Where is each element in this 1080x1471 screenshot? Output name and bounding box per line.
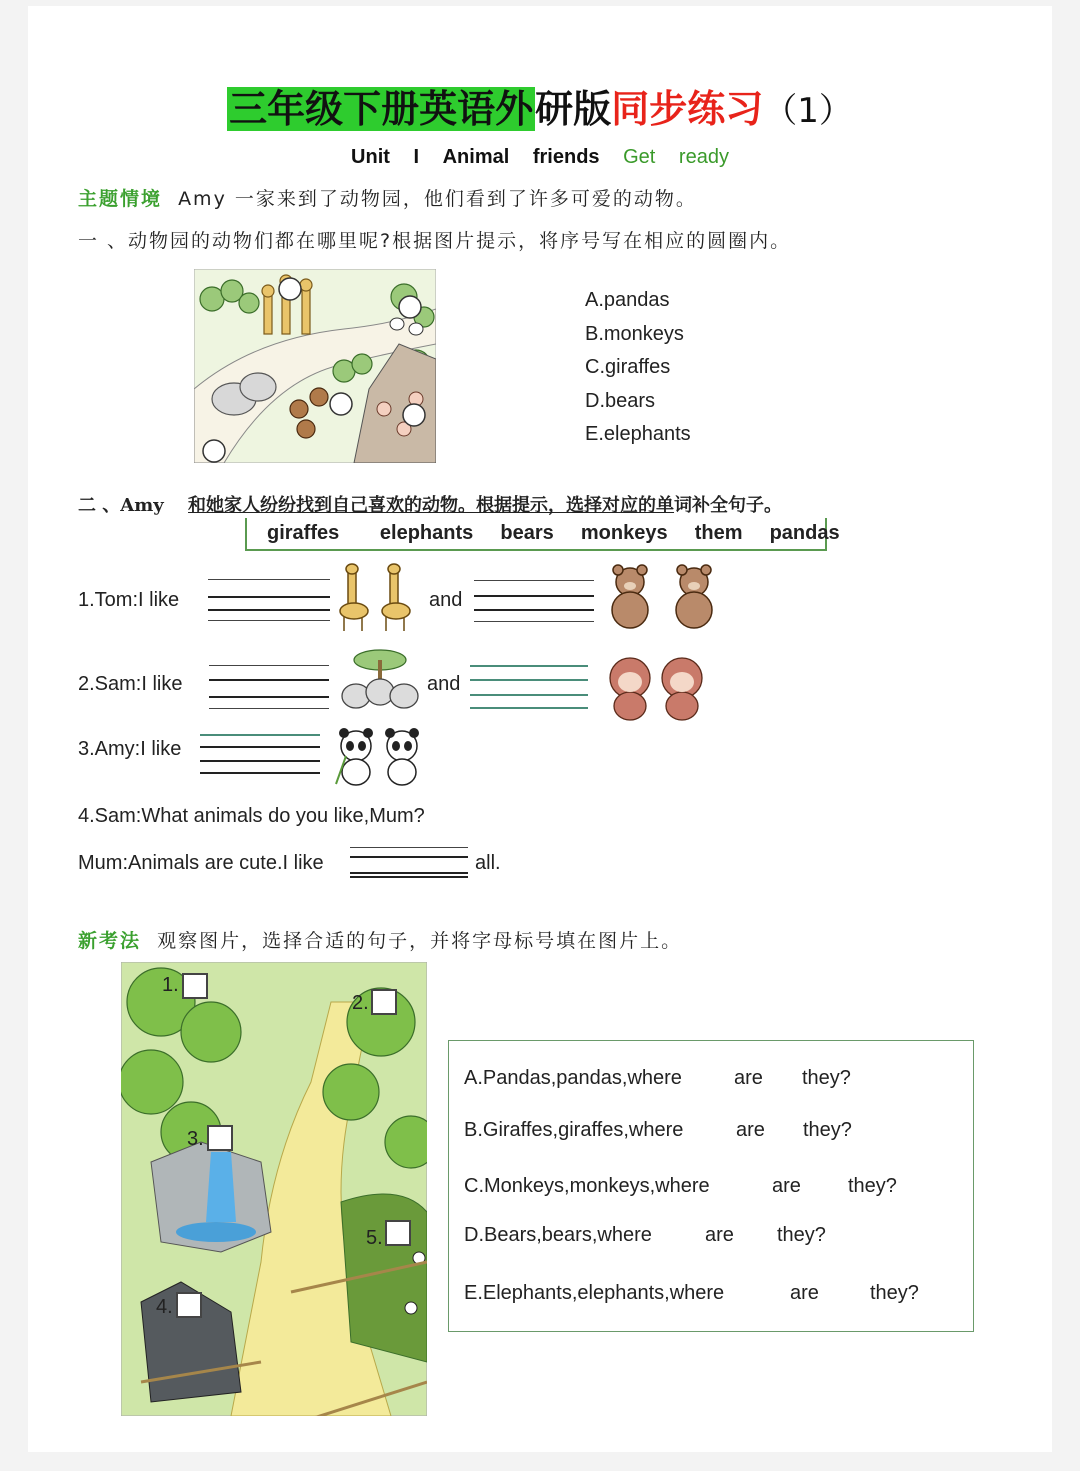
section2-underlined: 和她家人纷纷找到自己喜欢的动物。根据提示，选择对应的单 [188,495,675,516]
sentence-option-a [464,1067,682,1090]
option-b-are: are [736,1119,765,1141]
sentence-option-d [464,1224,652,1247]
option-elephants: E.elephants [585,423,691,445]
zoo-map-illustration [194,269,436,463]
theme-text: Amy 一家来到了动物园，他们看到了许多可爱的动物。 [178,188,697,210]
option-d-they: they? [777,1224,826,1246]
elephants-picture [336,646,424,714]
q2-and: and [427,673,461,695]
word-bank: giraffes elephants bears monkeys them pandas [245,518,827,551]
box-label-3: 3. [187,1128,204,1150]
giraffes-picture [334,561,420,633]
option-d-sentence: D.Bears,bears,where [464,1224,652,1246]
box-label-1: 1. [162,974,179,996]
option-e-sentence: E.Elephants,elephants,where [464,1282,725,1304]
unit-friends: friends [532,146,600,168]
q1-prefix: 1.Tom:I like [78,589,180,611]
box-label-5: 5. [366,1227,383,1249]
q1-and: and [429,589,463,611]
pandas-picture [332,726,426,788]
sentence-option-e [464,1282,724,1305]
option-monkeys: B.monkeys [585,322,684,345]
option-b-they: they? [803,1119,852,1141]
answer-box-4[interactable] [176,1292,202,1318]
page-title [28,78,1052,133]
title-edition: 研版 [535,87,612,131]
option-e-are: are [790,1282,819,1304]
section1-options [585,289,691,457]
option-bears: D.bears [585,389,656,412]
q4-suffix: all. [475,852,501,874]
unit-word: Unit [351,146,390,168]
q4-answer-prefix: Mum:Animals are cute.I like [78,852,324,874]
monkeys-picture [602,650,710,722]
worksheet-page [28,6,1052,1452]
q3-prefix: 3.Amy:I like [78,738,182,760]
section2-rest: 词补全句子。 [674,495,783,516]
answer-box-2[interactable] [371,989,397,1015]
section3-text: 观察图片，选择合适的句子，并将字母标号填在图片上。 [157,930,683,952]
option-b-sentence: B.Giraffes,giraffes,where [464,1119,684,1141]
option-a-are: are [734,1067,763,1089]
unit-ready: ready [678,146,729,168]
option-c-sentence: C.Monkeys,monkeys,where [464,1175,710,1197]
answer-box-5[interactable] [385,1220,411,1246]
option-e-they: they? [870,1282,919,1304]
section1-heading: 一 、动物园的动物们都在哪里呢?根据图片提示，将序号写在相应的圆圈内。 [78,230,792,252]
option-d-are: are [705,1224,734,1246]
q2-prefix: 2.Sam:I like [78,673,183,695]
park-illustration [121,962,427,1416]
option-a-sentence: A.Pandas,pandas,where [464,1067,682,1089]
box-label-4: 4. [156,1296,173,1318]
answer-box-1[interactable] [182,973,208,999]
unit-number: I [413,146,420,168]
theme-label: 主题情境 [78,188,163,210]
option-c-they: they? [848,1175,897,1197]
unit-get: Get [623,146,656,168]
unit-animal: Animal [442,146,510,168]
unit-line [28,146,1052,169]
bears-picture [600,564,724,630]
sentence-option-b [464,1119,683,1142]
option-c-are: are [772,1175,801,1197]
sentence-option-c [464,1175,710,1198]
option-a-they: they? [802,1067,851,1089]
section3-heading [78,926,682,953]
option-pandas: A.pandas [585,289,670,311]
title-practice: 同步练习 [611,87,764,131]
q4-question: 4.Sam:What animals do you like,Mum? [78,805,425,827]
section3-label: 新考法 [78,930,142,952]
section2-prefix: 二 、Amy [78,495,164,516]
title-number: （1） [763,91,853,131]
answer-box-3[interactable] [207,1125,233,1151]
box-label-2: 2. [352,992,369,1014]
theme-line [78,184,697,211]
option-giraffes: C.giraffes [585,356,671,378]
section2-heading [78,491,782,517]
title-highlight: 三年级下册英语外 [229,87,534,131]
